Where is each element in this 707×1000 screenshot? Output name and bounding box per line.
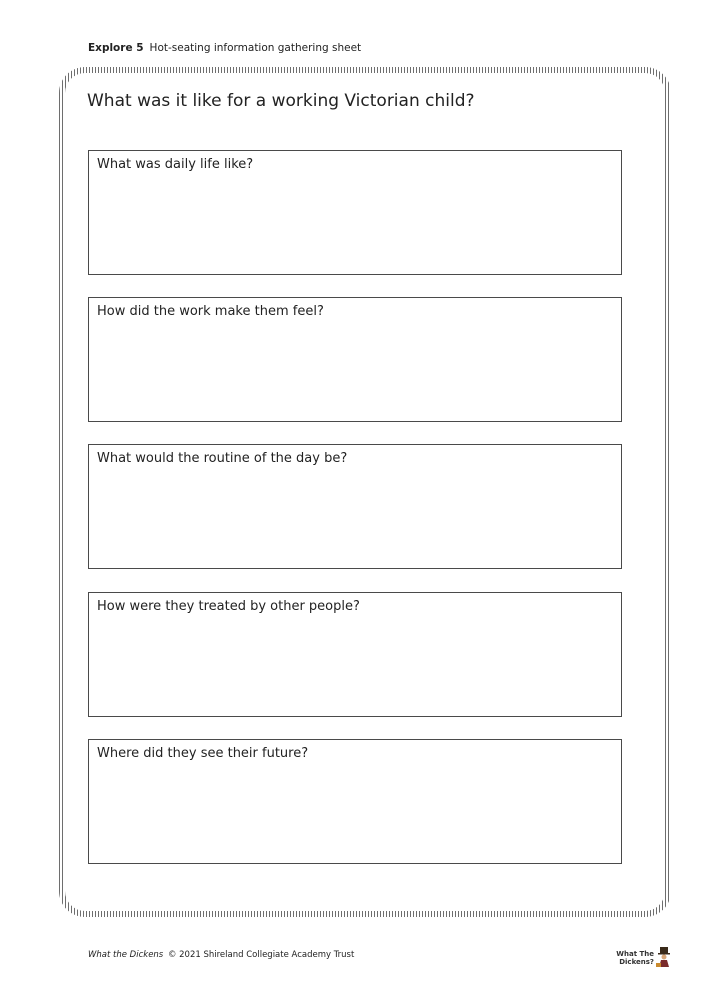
answer-box-treatment[interactable] [88, 592, 622, 717]
what-the-dickens-logo [612, 946, 674, 970]
answer-box-daily-life[interactable] [88, 150, 622, 275]
question-label: Where did they see their future? [97, 746, 309, 761]
question-label: What would the routine of the day be? [97, 451, 348, 466]
footer-copyright: © 2021 Shireland Collegiate Academy Trust [167, 950, 355, 960]
question-label: How were they treated by other people? [97, 599, 360, 614]
top-hat-figure-icon [656, 946, 672, 968]
logo-text: What The Dickens? [616, 950, 654, 966]
question-label: What was daily life like? [97, 157, 254, 172]
footer-brand: What the Dickens [88, 950, 164, 960]
question-label: How did the work make them feel? [97, 304, 324, 319]
answer-box-routine[interactable] [88, 444, 622, 569]
activity-number: Explore 5 [88, 42, 144, 54]
worksheet-title: What was it like for a working Victorian child? [87, 91, 475, 111]
footer-credit [88, 950, 354, 960]
page-header [88, 42, 361, 54]
activity-subtitle: Hot-seating information gathering sheet [149, 42, 362, 54]
answer-box-feelings[interactable] [88, 297, 622, 422]
answer-box-future[interactable] [88, 739, 622, 864]
